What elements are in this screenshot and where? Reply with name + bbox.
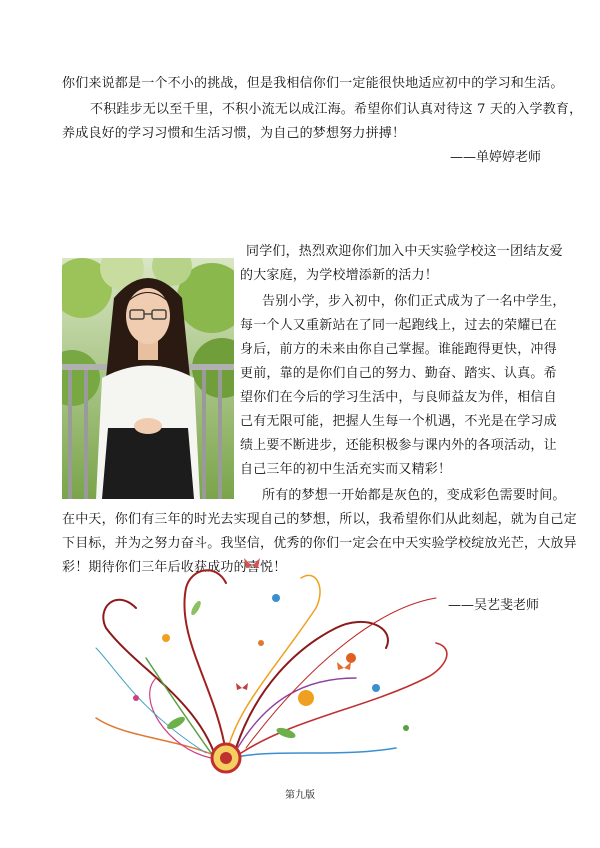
paragraph-line: 告别小学，步入初中，你们正式成为了一名中学生， (262, 294, 566, 309)
paragraph-line: 的大家庭，为学校增添新的活力！ (240, 268, 439, 283)
teacher-photo (62, 258, 234, 499)
signature-teacher-1: ——单婷婷老师 (450, 150, 542, 165)
paragraph-line: 所有的梦想一开始都是灰色的，变成彩色需要时间。 (262, 488, 566, 503)
paragraph-line: 每一个人又重新站在了同一起跑线上，过去的荣耀已在 (240, 318, 557, 333)
paragraph-line: 更前，靠的是你们自己的努力、勤奋、踏实、认真。希 (240, 366, 557, 381)
floral-swirl-decoration (76, 548, 474, 780)
signature-teacher-2: ——吴艺斐老师 (448, 598, 540, 613)
page-number: 第九版 (285, 790, 315, 801)
paragraph-line: 养成良好的学习习惯和生活习惯，为自己的梦想努力拼搏！ (62, 126, 406, 141)
paragraph-line: 同学们，热烈欢迎你们加入中天实验学校这一团结友爱 (246, 244, 563, 259)
paragraph-line: 不积跬步无以至千里，不积小流无以成江海。希望你们认真对待这 7 天的入学教育， (90, 102, 583, 117)
paragraph-line: 下目标，并为之努力奋斗。我坚信，优秀的你们一定会在中天实验学校绽放光芒，大放异 (62, 536, 577, 551)
paragraph-line: 望你们在今后的学习生活中，与良师益友为伴，相信自 (240, 390, 557, 405)
paragraph-line: 在中天，你们有三年的时光去实现自己的梦想，所以，我希望你们从此刻起，就为自己定 (62, 512, 577, 527)
paragraph-intro-end: 你们来说都是一个不小的挑战，但是我相信你们一定能很快地适应初中的学习和生活。 (62, 76, 564, 91)
paragraph-line: 身后，前方的未来由你自己掌握。谁能跑得更快，冲得 (240, 342, 557, 357)
paragraph-line: 绩上要不断进步，还能积极参与课内外的各项活动，让 (240, 438, 557, 453)
paragraph-line: 己有无限可能，把握人生每一个机遇，不光是在学习成 (240, 414, 557, 429)
paragraph-line: 自己三年的初中生活充实而又精彩！ (240, 462, 452, 477)
paragraph-line: 彩！期待你们三年后收获成功的喜悦！ (62, 560, 287, 575)
